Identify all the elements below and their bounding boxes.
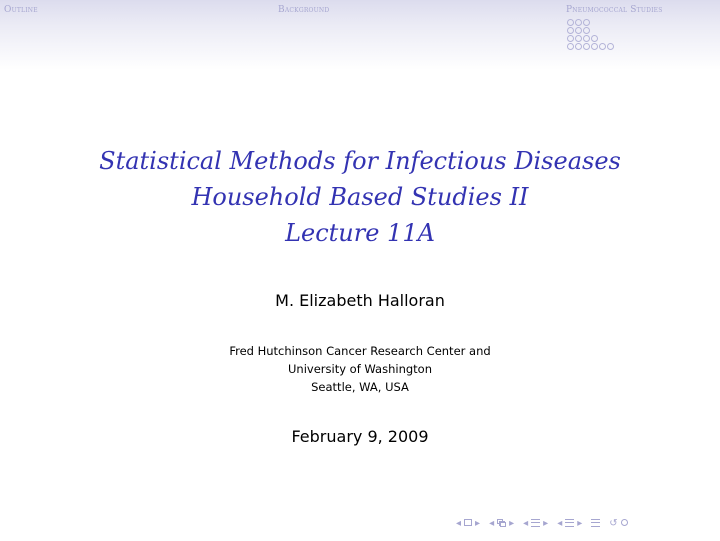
title-line: Statistical Methods for Infectious Diseases — [99, 147, 621, 175]
mini-frame-dot[interactable] — [567, 35, 574, 42]
section-icon — [565, 519, 574, 530]
slide-prev-icon[interactable]: ◂ — [456, 518, 462, 529]
author: M. Elizabeth Halloran — [275, 291, 445, 310]
table-of-contents-icon[interactable] — [591, 519, 600, 530]
frame-prev-icon[interactable]: ◂ — [489, 518, 495, 529]
nav-section-outline[interactable]: Outline — [4, 5, 38, 15]
mini-frame-dot[interactable] — [575, 43, 582, 50]
subsection-next-icon[interactable]: ▸ — [543, 518, 549, 529]
frame-next-icon[interactable]: ▸ — [509, 518, 515, 529]
mini-frame-dot[interactable] — [591, 35, 598, 42]
mini-frame-dot[interactable] — [583, 19, 590, 26]
institute-line: Fred Hutchinson Cancer Research Center and — [229, 344, 491, 358]
mini-frame-dot[interactable] — [567, 27, 574, 34]
beamer-navigation-symbols — [456, 516, 631, 532]
nav-section-pneumococcal-studies[interactable]: Pneumococcal Studies — [566, 5, 663, 15]
nav-section-background[interactable]: Background — [278, 5, 330, 15]
mini-frame-dot[interactable] — [575, 27, 582, 34]
frame-icon — [497, 519, 506, 530]
mini-frame-row — [567, 43, 615, 51]
search-icon[interactable] — [621, 519, 628, 529]
mini-frame-dot[interactable] — [575, 35, 582, 42]
headline-bar — [0, 0, 720, 70]
mini-frame-dot[interactable] — [607, 43, 614, 50]
mini-frame-dot[interactable] — [583, 43, 590, 50]
slide-icon — [464, 519, 472, 529]
mini-frame-dot[interactable] — [583, 35, 590, 42]
mini-frame-dot[interactable] — [583, 27, 590, 34]
mini-frame-dot[interactable] — [591, 43, 598, 50]
presentation-date: February 9, 2009 — [291, 427, 429, 446]
presentation-title — [0, 143, 720, 251]
slide-next-icon[interactable]: ▸ — [475, 518, 481, 529]
mini-frame-dot[interactable] — [567, 43, 574, 50]
subtitle-line: Household Based Studies II — [191, 183, 529, 211]
mini-frame-dot[interactable] — [599, 43, 606, 50]
subsection-prev-icon[interactable]: ◂ — [523, 518, 529, 529]
institute — [0, 342, 720, 396]
section-prev-icon[interactable]: ◂ — [557, 518, 563, 529]
mini-frame-row — [567, 27, 615, 35]
lecture-line: Lecture 11A — [285, 219, 435, 247]
institute-line: University of Washington — [288, 362, 432, 376]
mini-frame-navigation — [567, 19, 615, 51]
mini-frame-dot[interactable] — [567, 19, 574, 26]
mini-frame-dot[interactable] — [575, 19, 582, 26]
mini-frame-row — [567, 35, 615, 43]
institute-line: Seattle, WA, USA — [311, 380, 409, 394]
back-icon[interactable]: ↺ — [609, 518, 618, 529]
subsection-icon — [531, 519, 540, 530]
section-next-icon[interactable]: ▸ — [577, 518, 583, 529]
mini-frame-row — [567, 19, 615, 27]
